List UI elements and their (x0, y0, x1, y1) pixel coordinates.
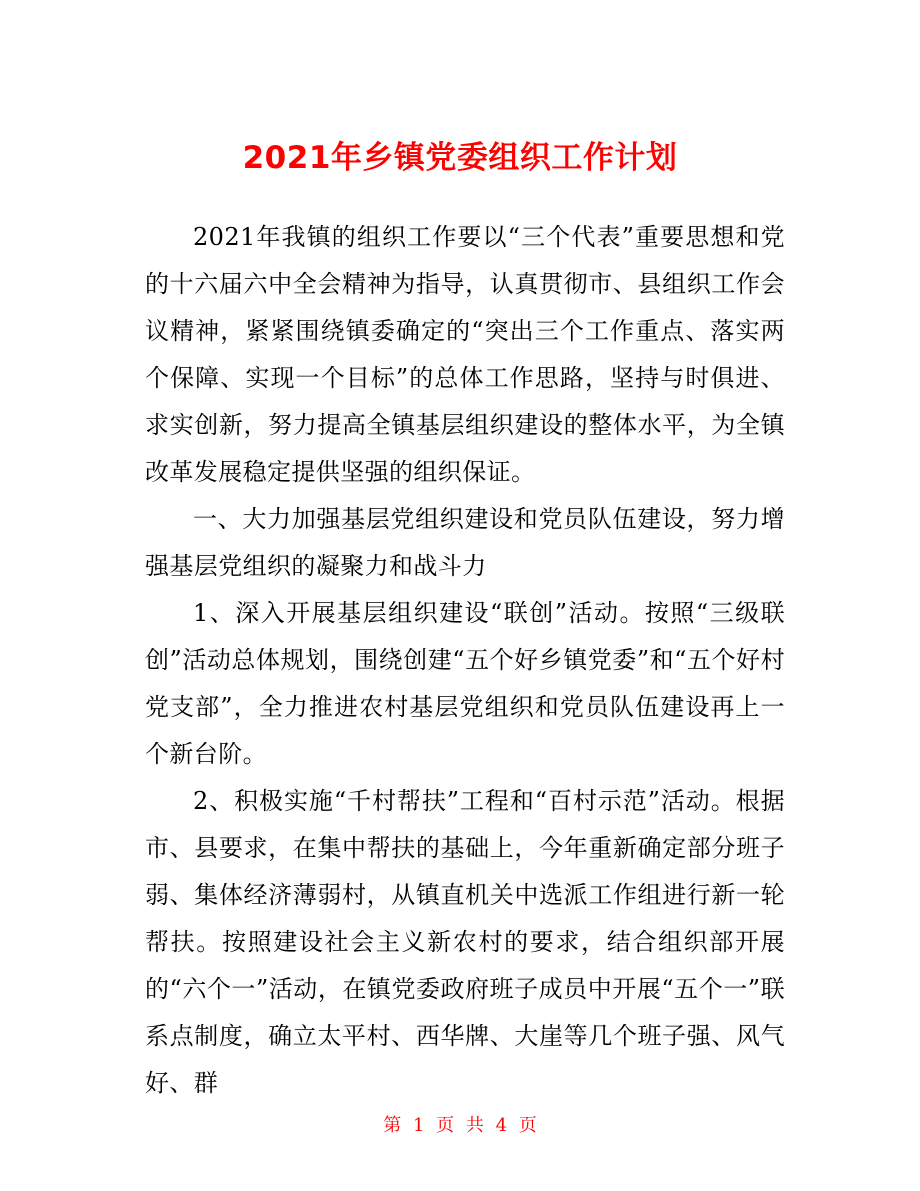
section-heading-1: 一、大力加强基层党组织建设和党员队伍建设，努力增强基层党组织的凝聚力和战斗力 (145, 505, 785, 580)
page-number-footer: 第 1 页 共 4 页 (383, 1115, 537, 1136)
intro-paragraph: 2021年我镇的组织工作要以“三个代表”重要思想和党的十六届六中全会精神为指导，认真贯彻市、县组织工作会议精神，紧紧围绕镇委确定的“突出三个工作重点、落实两个保障、实现一个目标”的总体工作思路，坚持与时俱进、求实创新，努力提高全镇基层组织建设的整体水平，为全镇改革发展稳定提供坚强的组织保证。 (145, 223, 785, 486)
document-body (145, 214, 785, 1107)
item-paragraph-2: 2、积极实施“千村帮扶”工程和“百村示范”活动。根据市、县要求，在集中帮扶的基础上，今年重新确定部分班子弱、集体经济薄弱村，从镇直机关中选派工作组进行新一轮帮扶。按照建设社会主义新农村的要求，结合组织部开展的“六个一”活动，在镇党委政府班子成员中开展“五个一”联系点制度，确立太平村、西华牌、大崖等几个班子强、风气好、群 (145, 787, 785, 1097)
item-paragraph-1: 1、深入开展基层组织建设“联创”活动。按照“三级联创”活动总体规划，围绕创建“五个好乡镇党委”和“五个好村党支部”，全力推进农村基层党组织和党员队伍建设再上一个新台阶。 (145, 599, 785, 768)
document-title: 2021年乡镇党委组织工作计划 (242, 139, 678, 176)
